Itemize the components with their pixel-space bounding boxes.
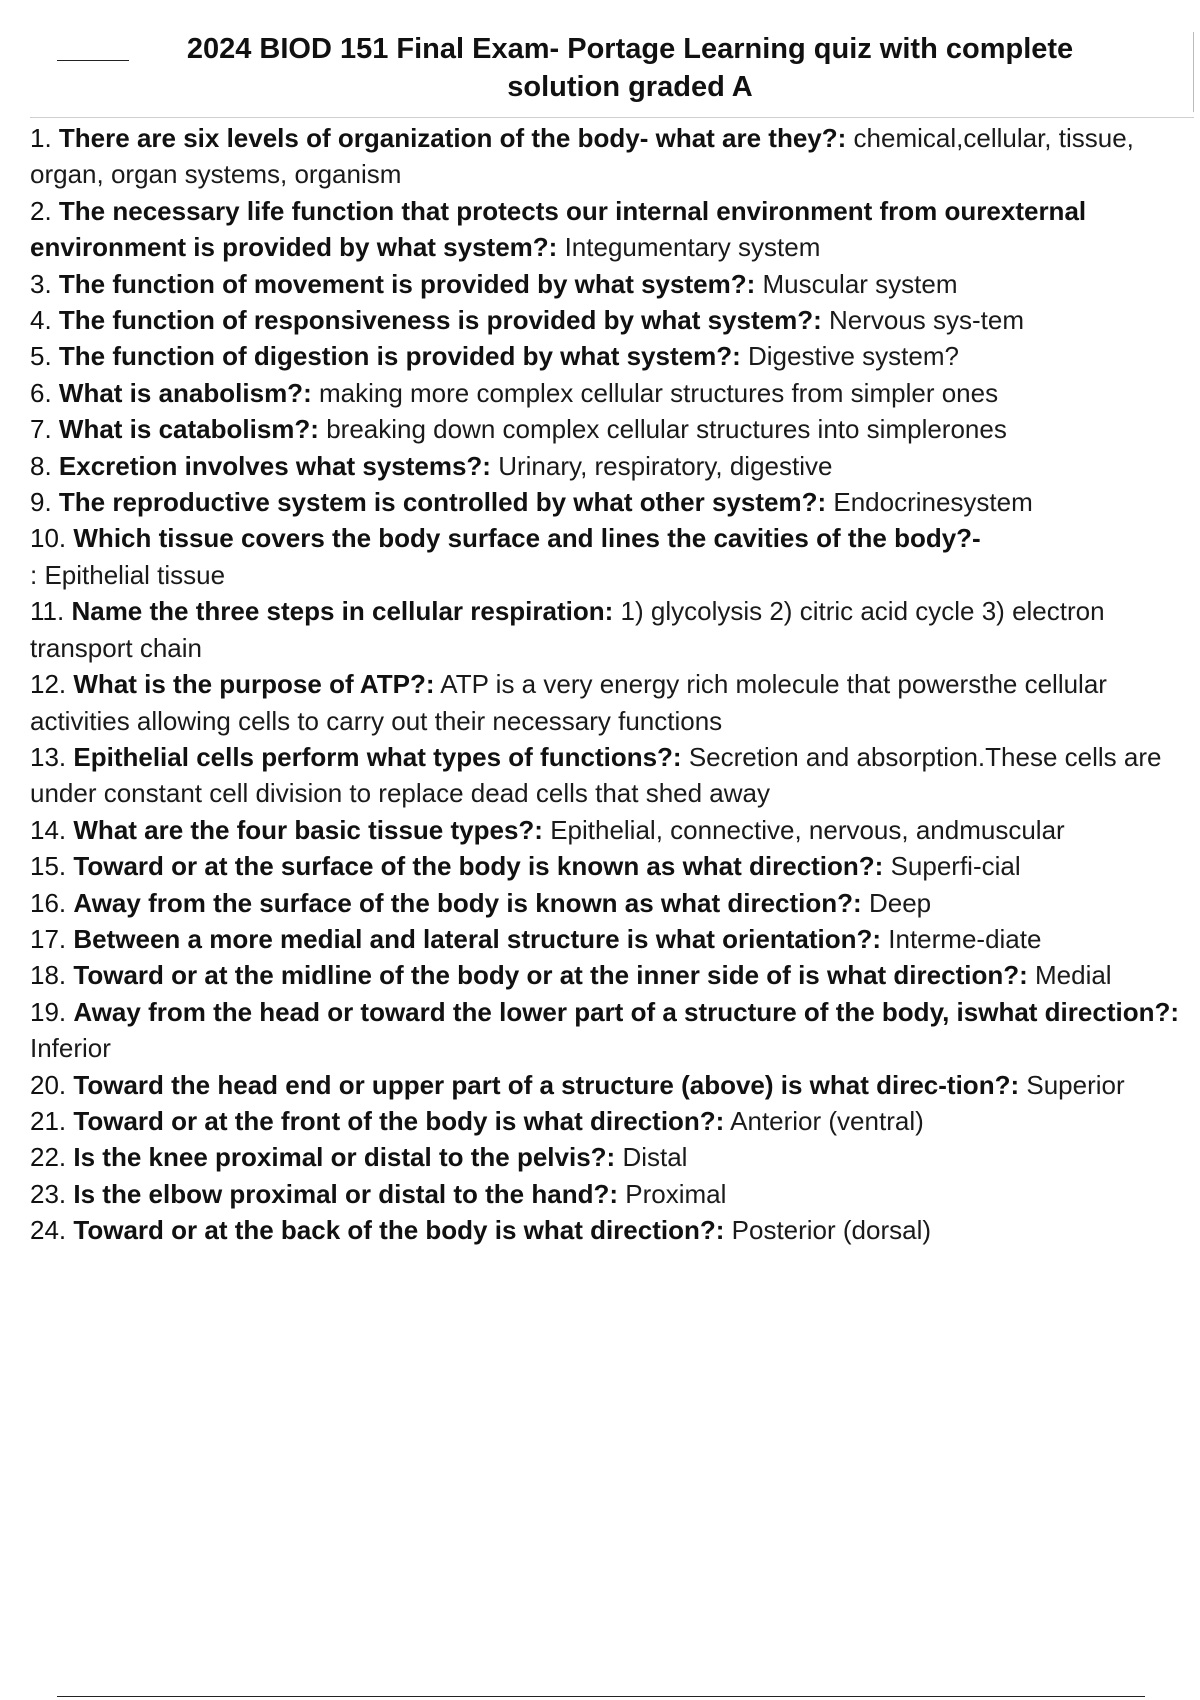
question-item-14 xyxy=(30,812,1180,848)
question-number: 11. xyxy=(30,596,65,627)
answer-text: Posterior (dorsal) xyxy=(731,1215,932,1246)
question-number: 3. xyxy=(30,268,52,299)
question-item-20 xyxy=(30,1067,1180,1103)
footer-rule xyxy=(57,1696,1145,1697)
question-text: Which tissue covers the body surface and lines the cavities of the body?- xyxy=(73,523,981,554)
question-item-1 xyxy=(30,120,1180,193)
question-number: 19. xyxy=(30,996,67,1027)
answer-text: Epithelial, connective, nervous, andmuscular xyxy=(550,814,1065,845)
question-text: The reproductive system is controlled by what other system?: xyxy=(58,487,827,518)
answer-text: ATP is a very energy rich molecule that powersthe cellular activities allowing cells to carry out their necessary functions xyxy=(30,669,1107,736)
page-header xyxy=(0,28,1200,112)
question-item-19 xyxy=(30,994,1180,1067)
question-text: Is the knee proximal or distal to the pelvis?: xyxy=(73,1142,616,1173)
question-text: Is the elbow proximal or distal to the hand?: xyxy=(73,1178,618,1209)
question-number: 2. xyxy=(30,195,52,226)
answer-text: Proximal xyxy=(625,1178,727,1209)
question-item-24 xyxy=(30,1212,1180,1248)
question-number: 17. xyxy=(30,923,67,954)
answer-text: Muscular system xyxy=(762,268,958,299)
question-item-7 xyxy=(30,411,1180,447)
page-title-line-2: solution graded A xyxy=(507,71,753,103)
question-number: 23. xyxy=(30,1178,67,1209)
answer-text: Nervous sys-tem xyxy=(828,305,1025,336)
question-number: 21. xyxy=(30,1105,67,1136)
question-text: The necessary life function that protects our internal environment from ourexternal environment is provided by what system?: xyxy=(30,195,1087,263)
question-number: 4. xyxy=(30,305,52,336)
question-number: 9. xyxy=(30,487,52,518)
answer-text: breaking down complex cellular structures into simplerones xyxy=(326,414,1007,445)
question-number: 24. xyxy=(30,1215,67,1246)
question-text: Toward or at the front of the body is what direction?: xyxy=(73,1105,725,1136)
answer-text: Secretion and absorption.These cells are under constant cell division to replace dead cells that shed away xyxy=(30,741,1162,809)
question-item-11 xyxy=(30,593,1180,666)
question-number: 22. xyxy=(30,1142,67,1173)
answer-text: Inferior xyxy=(30,1033,111,1064)
question-number: 20. xyxy=(30,1069,67,1100)
page-title-line-1: 2024 BIOD 151 Final Exam- Portage Learning quiz with complete xyxy=(186,33,1074,65)
question-number: 6. xyxy=(30,377,52,408)
answer-text: chemical,cellular, tissue, organ, organ systems, organism xyxy=(30,123,1134,190)
question-number: 5. xyxy=(30,341,52,372)
question-item-21 xyxy=(30,1103,1180,1139)
question-item-16 xyxy=(30,885,1180,921)
question-item-9 xyxy=(30,484,1180,520)
answer-text: Anterior (ventral) xyxy=(730,1105,924,1136)
question-text: There are six levels of organization of the body- what are they?: xyxy=(58,123,847,153)
answer-text: Medial xyxy=(1034,960,1112,991)
question-text: Excretion involves what systems?: xyxy=(58,450,491,481)
answer-text: : Epithelial tissue xyxy=(30,559,226,590)
question-list xyxy=(30,120,1180,1249)
answer-text: making more complex cellular structures from simpler ones xyxy=(318,377,999,408)
question-number: 18. xyxy=(30,960,67,991)
header-divider xyxy=(30,117,1194,118)
question-number: 14. xyxy=(30,814,67,845)
question-text: Toward or at the surface of the body is known as what direction?: xyxy=(73,851,884,882)
question-text: The function of digestion is provided by what system?: xyxy=(58,341,741,372)
question-text: What is the purpose of ATP?: xyxy=(73,669,435,700)
question-number: 8. xyxy=(30,450,52,481)
answer-text: Digestive system? xyxy=(747,341,959,372)
question-number: 1. xyxy=(30,123,52,153)
question-text: Epithelial cells perform what types of functions?: xyxy=(73,741,682,772)
question-item-6 xyxy=(30,375,1180,411)
answer-text: Distal xyxy=(622,1142,688,1173)
question-text: What are the four basic tissue types?: xyxy=(73,814,543,845)
question-text: Away from the head or toward the lower part of a structure of the body, iswhat direction?: xyxy=(73,996,1179,1027)
question-item-15 xyxy=(30,848,1180,884)
question-item-13 xyxy=(30,739,1180,812)
question-item-18 xyxy=(30,957,1180,993)
answer-text: Interme-diate xyxy=(888,923,1042,954)
question-text: Between a more medial and lateral structure is what orientation?: xyxy=(73,923,882,954)
answer-text: Deep xyxy=(868,887,932,918)
header-left-rule xyxy=(57,60,129,61)
answer-text: Integumentary system xyxy=(564,232,821,263)
question-item-2 xyxy=(30,193,1180,266)
question-item-22 xyxy=(30,1139,1180,1175)
answer-text: Superior xyxy=(1026,1069,1125,1100)
question-number: 16. xyxy=(30,887,67,918)
question-text: Toward the head end or upper part of a structure (above) is what direc-tion?: xyxy=(73,1069,1020,1100)
question-text: Away from the surface of the body is known as what direction?: xyxy=(73,887,862,918)
question-number: 15. xyxy=(30,851,67,882)
answer-text: Urinary, respiratory, digestive xyxy=(498,450,833,481)
question-number: 13. xyxy=(30,741,67,772)
answer-text: 1) glycolysis 2) citric acid cycle 3) electron transport chain xyxy=(30,596,1105,663)
question-item-5 xyxy=(30,338,1180,374)
question-text: The function of responsiveness is provided by what system?: xyxy=(58,305,822,336)
question-text: Toward or at the back of the body is what direction?: xyxy=(73,1215,725,1246)
question-item-17 xyxy=(30,921,1180,957)
header-side-rule xyxy=(1193,32,1194,112)
question-item-3 xyxy=(30,266,1180,302)
answer-text: Endocrinesystem xyxy=(833,487,1033,518)
question-text: What is anabolism?: xyxy=(58,377,312,408)
question-item-10 xyxy=(30,520,1180,593)
question-text: Name the three steps in cellular respiration: xyxy=(71,596,614,627)
question-number: 12. xyxy=(30,669,67,700)
question-text: What is catabolism?: xyxy=(58,414,319,445)
question-item-23 xyxy=(30,1176,1180,1212)
question-text: Toward or at the midline of the body or at the inner side of is what direction?: xyxy=(73,960,1028,991)
question-item-12 xyxy=(30,666,1180,739)
question-item-8 xyxy=(30,448,1180,484)
question-number: 10. xyxy=(30,523,67,554)
question-text: The function of movement is provided by what system?: xyxy=(58,268,756,299)
answer-text: Superfi-cial xyxy=(890,851,1021,882)
question-item-4 xyxy=(30,302,1180,338)
question-number: 7. xyxy=(30,414,52,445)
